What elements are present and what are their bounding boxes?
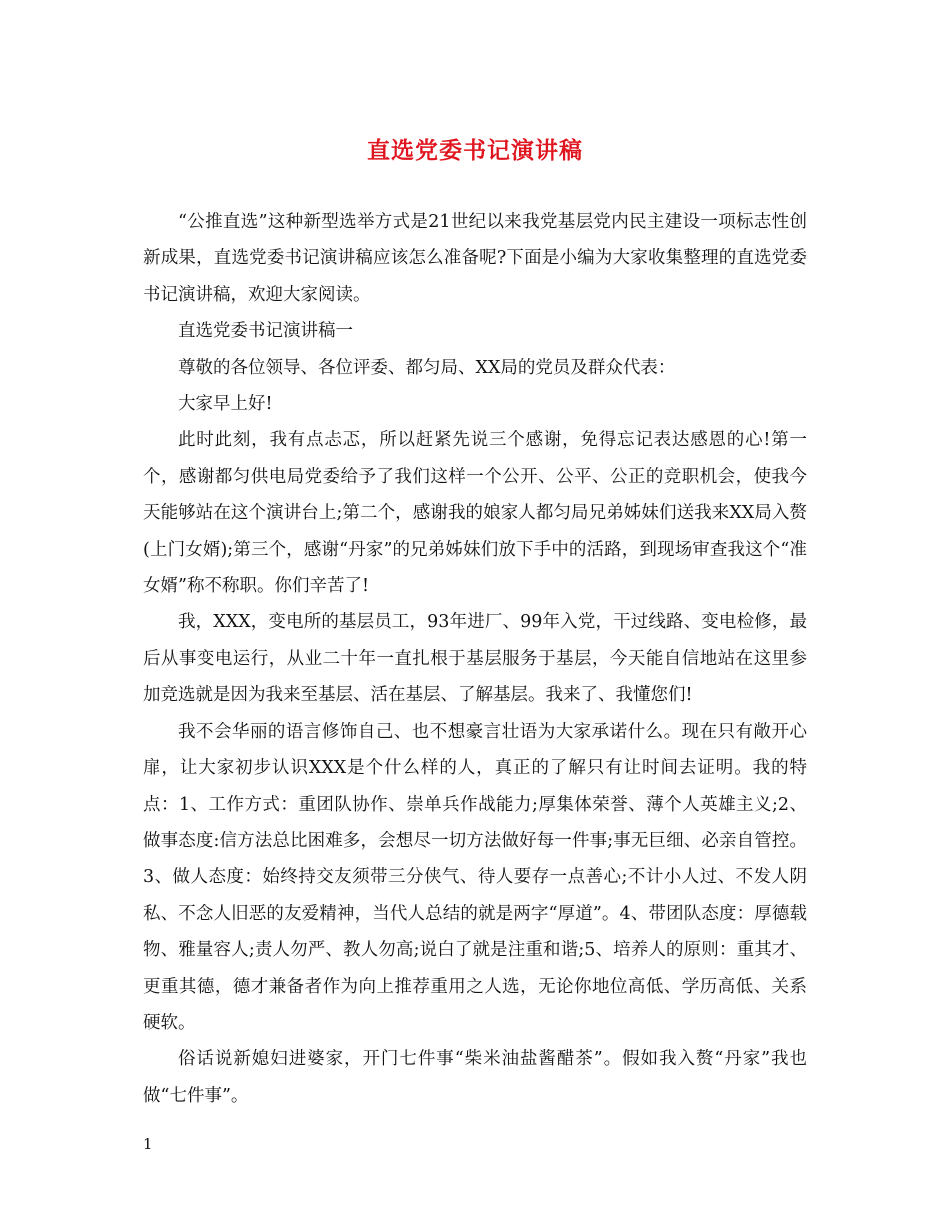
paragraph-self-introduction: 我，XXX，变电所的基层员工，93年进厂、99年入党，干过线路、变电检修，最后从事变电运行，从业二十年一直扎根于基层服务于基层，今天能自信地站在这里参加竞选就是因为我来至基层、活在基层、了解基层。我来了、我懂您们!: [143, 612, 807, 706]
paragraph-intro: “公推直选”这种新型选举方式是21世纪以来我党基层党内民主建设一项标志性创新成果，直选党委书记演讲稿应该怎么准备呢?下面是小编为大家收集整理的直选党委书记演讲稿，欢迎大家阅读。: [143, 212, 807, 305]
paragraph-greeting: 大家早上好!: [178, 394, 273, 415]
paragraph-salutation: 尊敬的各位领导、各位评委、都匀局、XX局的党员及群众代表：: [178, 357, 676, 378]
page-number: 1: [143, 1135, 153, 1153]
document-body: [143, 204, 807, 1114]
paragraph-seven-things: 俗话说新媳妇进婆家，开门七件事“柴米油盐酱醋茶”。假如我入赘“丹家”我也做“七件事”。: [143, 1049, 807, 1106]
paragraph-thanks: 此时此刻，我有点忐忑，所以赶紧先说三个感谢，免得忘记表达感恩的心!第一个，感谢都匀供电局党委给予了我们这样一个公开、公平、公正的竞职机会，使我今天能够站在这个演讲台上;第二个，感谢我的娘家人都匀局兄弟姊妹们送我来XX局入赘(上门女婿);第三个，感谢“丹家”的兄弟姊妹们放下手中的活路，到现场审查我这个“准女婿”称不称职。你们辛苦了!: [143, 430, 807, 597]
paragraph-characteristics: 我不会华丽的语言修饰自己、也不想豪言壮语为大家承诺什么。现在只有敞开心扉，让大家初步认识XXX是个什么样的人，真正的了解只有让时间去证明。我的特点：1、工作方式：重团队协作、崇单兵作战能力;厚集体荣誉、薄个人英雄主义;2、做事态度:信方法总比困难多，会想尽一切方法做好每一件事;事无巨细、必亲自管控。3、做人态度：始终持交友须带三分侠气、待人要存一点善心;不计小人过、不发人阴私、不念人旧恶的友爱精神，当代人总结的就是两字“厚道”。4、带团队态度：厚德载物、雅量容人;责人勿严、教人勿高;说白了就是注重和谐;5、培养人的原则：重其才、更重其德，德才兼备者作为向上推荐重用之人选，无论你地位高低、学历高低、关系硬软。: [143, 721, 807, 1033]
document-title: 直选党委书记演讲稿: [367, 137, 583, 164]
paragraph-subtitle: 直选党委书记演讲稿一: [178, 321, 353, 342]
